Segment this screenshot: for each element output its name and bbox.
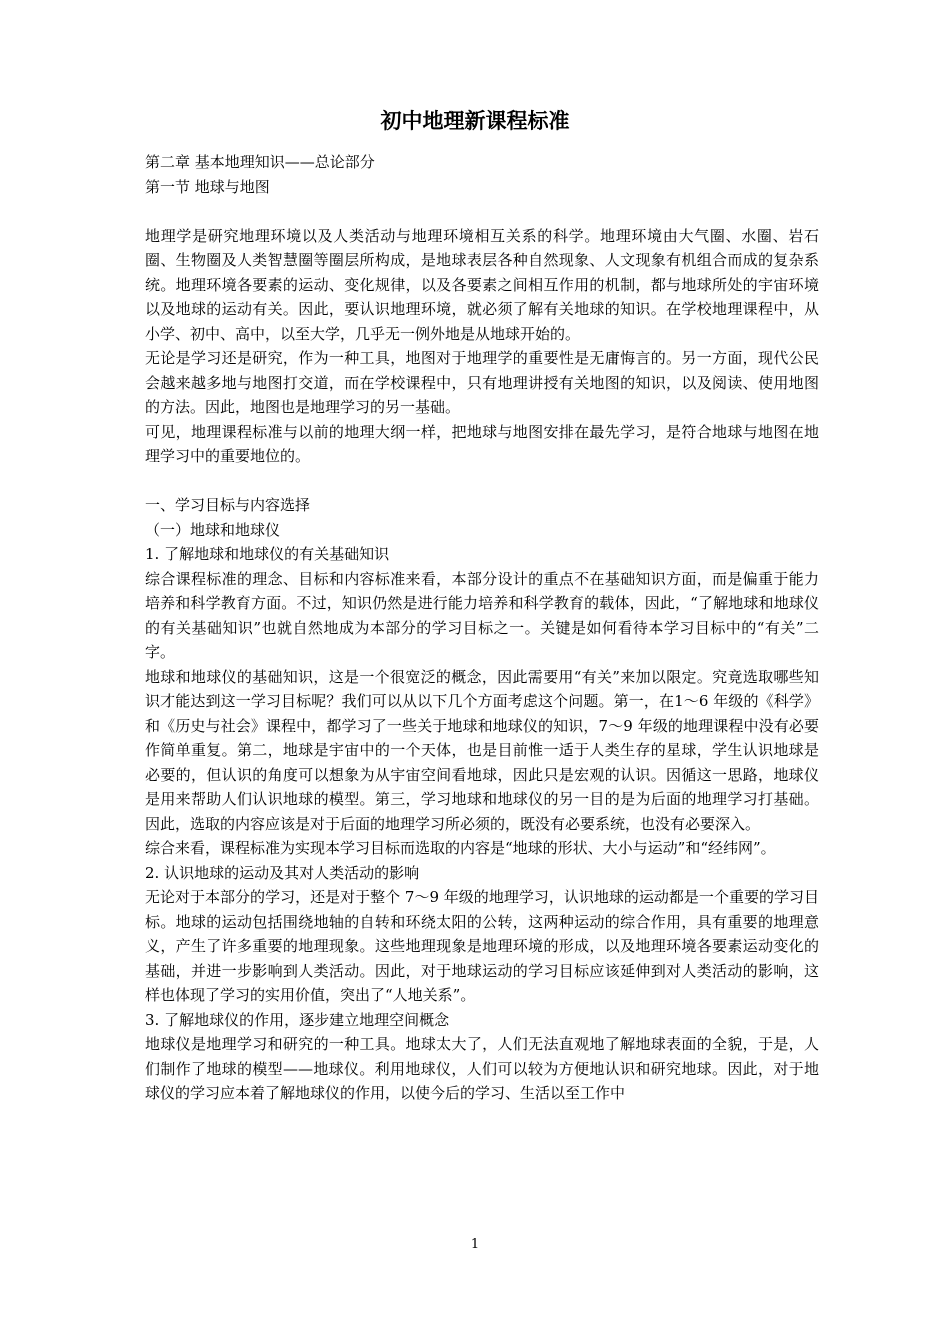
document-title: 初中地理新课程标准 (380, 108, 570, 133)
intro-paragraph: 可见，地理课程标准与以前的地理大纲一样，把地球与地图安排在最先学习，是符合地球与地图在地理学习中的重要地位的。 (145, 422, 819, 465)
intro-paragraph: 无论是学习还是研究，作为一种工具，地图对于地理学的重要性是无庸悔言的。另一方面，现代公民会越来越多地与地图打交道，而在学校课程中，只有地理讲授有关地图的知识，以及阅读、使用地图的方法。因此，地图也是地理学习的另一基础。 (145, 349, 819, 416)
document-body (145, 150, 819, 1106)
part-heading: 一、学习目标与内容选择 (145, 496, 311, 514)
chapter-heading: 第二章 基本地理知识——总论部分 (145, 153, 375, 171)
item-heading: 2. 认识地球的运动及其对人类活动的影响 (145, 863, 420, 882)
item-paragraph: 地球仪是地理学习和研究的一种工具。地球太大了，人们无法直观地了解地球表面的全貌，于是，人们制作了地球的模型——地球仪。利用地球仪，人们可以较为方便地认识和研究地球。因此，对于地球仪的学习应本着了解地球仪的作用，以使今后的学习、生活以至工作中 (145, 1035, 819, 1102)
intro-paragraph: 地理学是研究地理环境以及人类活动与地理环境相互关系的科学。地理环境由大气圈、水圈、岩石圈、生物圈及人类智慧圈等圈层所构成，是地球表层各种自然现象、人文现象有机组合而成的复杂系统。地理环境各要素的运动、变化规律，以及各要素之间相互作用的机制，都与地球所处的宇宙环境以及地球的运动有关。因此，要认识地理环境，就必须了解有关地球的知识。在学校地理课程中，从小学、初中、高中，以至大学，几乎无一例外地是从地球开始的。 (145, 226, 819, 343)
item-paragraph: 无论对于本部分的学习，还是对于整个 7～9 年级的地理学习，认识地球的运动都是一个重要的学习目标。地球的运动包括围绕地轴的自转和环绕太阳的公转，这两种运动的综合作用，具有重要的地理意义，产生了许多重要的地理现象。这些地理现象是地理环境的形成，以及地理环境各要素运动变化的基础，并进一步影响到人类活动。因此，对于地球运动的学习目标应该延伸到对人类活动的影响，这样也体现了学习的实用价值，突出了“人地关系”。 (145, 888, 819, 1004)
section-heading: 第一节 地球与地图 (145, 177, 270, 196)
item-heading: 1. 了解地球和地球仪的有关基础知识 (145, 545, 390, 563)
blank-line (145, 469, 819, 494)
item-heading: 3. 了解地球仪的作用，逐步建立地理空间概念 (145, 1010, 450, 1029)
page-number: 1 (470, 1237, 480, 1252)
subpart-heading: （一）地球和地球仪 (145, 520, 281, 539)
item-paragraph: 综合课程标准的理念、目标和内容标准来看，本部分设计的重点不在基础知识方面，而是偏重于能力培养和科学教育方面。不过，知识仍然是进行能力培养和科学教育的载体，因此，“了解地球和地球仪的有关基础知识”也就自然地成为本部分的学习目标之一。关键是如何看待本学习目标中的“有关”二字。 (145, 569, 819, 661)
blank-line (145, 199, 819, 224)
item-paragraph: 综合来看，课程标准为实现本学习目标而选取的内容是“地球的形状、大小与运动”和“经纬网”。 (145, 839, 776, 857)
item-paragraph: 地球和地球仪的基础知识，这是一个很宽泛的概念，因此需要用“有关”来加以限定。究竟选取哪些知识才能达到这一学习目标呢？我们可以从以下几个方面考虑这个问题。第一，在1～6 年级的《科学》和《历史与社会》课程中，都学习了一些关于地球和地球仪的知识，7～9 年级的地理课程中没有必要作简单重复。第二，地球是宇宙中的一个天体，也是目前惟一适于人类生存的星球，学生认识地球是必要的，但认识的角度可以想象为从宇宙空间看地球，因此只是宏观的认识。因循这一思路，地球仪是用来帮助人们认识地球的模型。第三，学习地球和地球仪的另一目的是为后面的地理学习打基础。因此，选取的内容应该是对于后面的地理学习所必须的，既没有必要系统，也没有必要深入。 (145, 667, 819, 833)
